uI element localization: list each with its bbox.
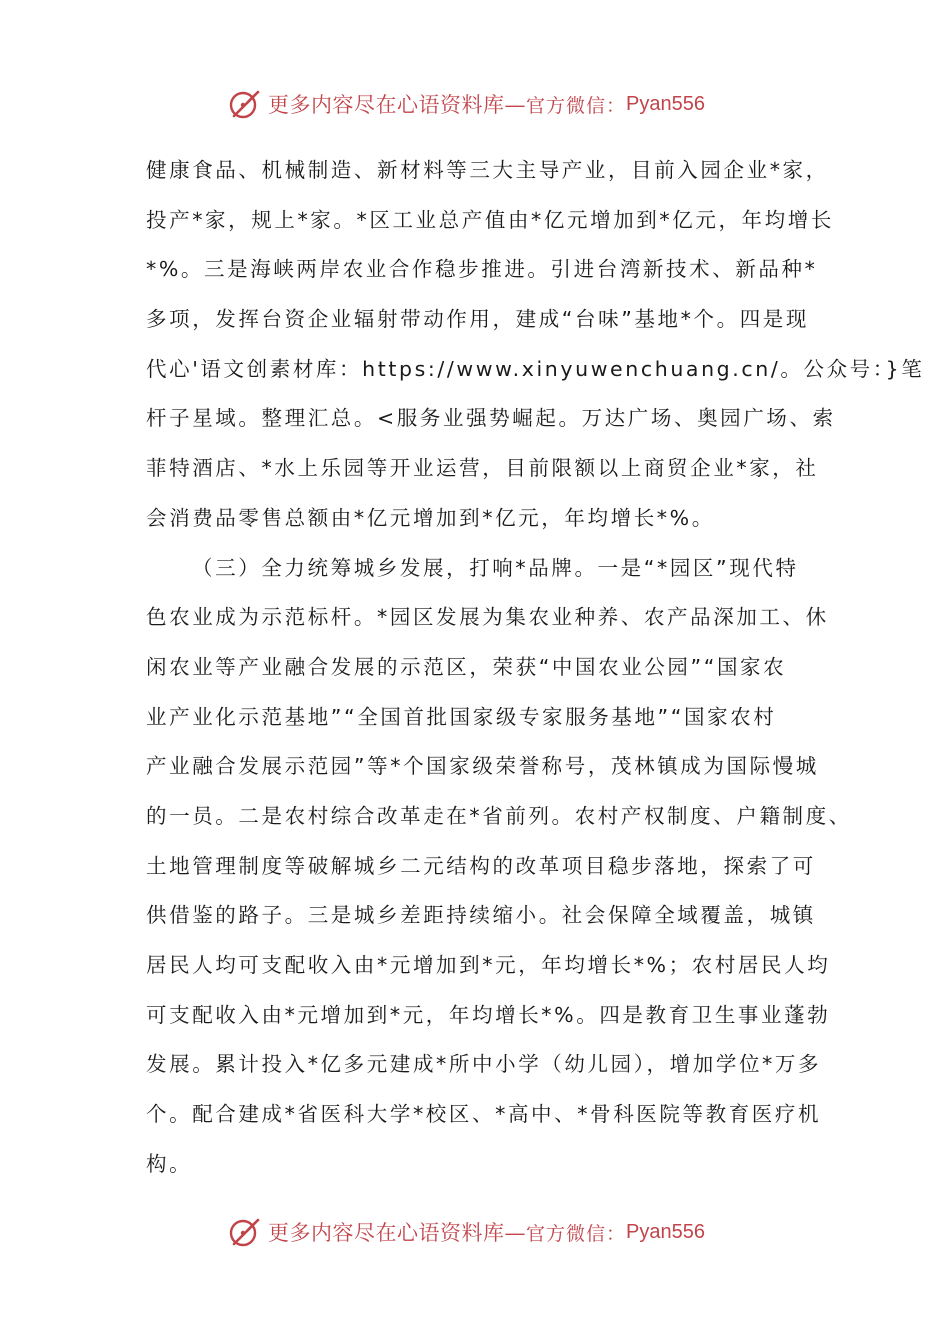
body-line: 发展。累计投入*亿多元建成*所中小学（幼儿园），增加学位*万多 <box>146 1052 822 1077</box>
footer-banner-wechat-id: Pyan556 <box>626 1220 705 1243</box>
header-banner-text: 更多内容尽在心语资料库— <box>268 93 526 117</box>
body-line: 多项，发挥台资企业辐射带动作用，建成“台味”基地*个。四是现 <box>146 307 809 332</box>
body-line: 健康食品、机械制造、新材料等三大主导产业，目前入园企业*家， <box>146 158 829 182</box>
quill-pen-logo-icon <box>228 86 264 122</box>
body-line: 色农业成为示范标杆。*园区发展为集农业种养、农产品深加工、休 <box>146 605 829 630</box>
body-line: 菲特酒店、*水上乐园等开业运营，目前限额以上商贸企业*家，社 <box>146 456 819 481</box>
body-line: *%。三是海峡两岸农业合作稳步推进。引进台湾新技术、新品种* <box>146 257 818 282</box>
body-line: 居民人均可支配收入由*元增加到*元，年均增长*%；农村居民人均 <box>146 953 831 977</box>
footer-banner-wechat-label: 官方微信： <box>526 1222 627 1245</box>
body-line: 产业融合发展示范园”等*个国家级荣誉称号，茂林镇成为国际慢城 <box>146 754 819 779</box>
body-line: 构。 <box>146 1151 193 1176</box>
body-line: 杆子星域。整理汇总。<服务业强势崛起。万达广场、奥园广场、索 <box>146 406 836 431</box>
body-line: 业产业化示范基地”“全国首批国家级专家服务基地”“国家农村 <box>146 704 777 729</box>
quill-pen-logo-icon <box>228 1214 264 1250</box>
header-banner-wechat-id: Pyan556 <box>626 92 705 115</box>
body-line: 个。配合建成*省医科大学*校区、*高中、*骨科医院等教育医疗机 <box>146 1102 822 1127</box>
body-line: 土地管理制度等破解城乡二元结构的改革项目稳步落地，探索了可 <box>146 853 816 878</box>
footer-banner-text: 更多内容尽在心语资料库— <box>268 1221 526 1245</box>
body-line: 投产*家，规上*家。*区工业总产值由*亿元增加到*亿元，年均增长 <box>146 207 834 232</box>
body-line: 可支配收入由*元增加到*元，年均增长*%。四是教育卫生事业蓬勃 <box>146 1002 831 1027</box>
section-heading-line: （三）全力统筹城乡发展，打响*品牌。一是“*园区”现代特 <box>192 555 799 580</box>
document-body <box>146 146 925 1189</box>
body-line: 闲农业等产业融合发展的示范区，荣获“中国农业公园”“国家农 <box>146 654 787 679</box>
body-line: 的一员。二是农村综合改革走在*省前列。农村产权制度、户籍制度、 <box>146 803 852 828</box>
body-line: 代心'语文创素材库：https://www.xinyuwenchuang.cn/。公众号：}笔 <box>146 356 925 381</box>
header-watermark-banner <box>228 84 748 124</box>
footer-watermark-banner <box>228 1212 748 1252</box>
header-banner-wechat-label: 官方微信： <box>526 94 627 117</box>
body-line: 会消费品零售总额由*亿元增加到*亿元，年均增长*%。 <box>146 505 715 530</box>
body-line: 供借鉴的路子。三是城乡差距持续缩小。社会保障全域覆盖，城镇 <box>146 903 816 928</box>
